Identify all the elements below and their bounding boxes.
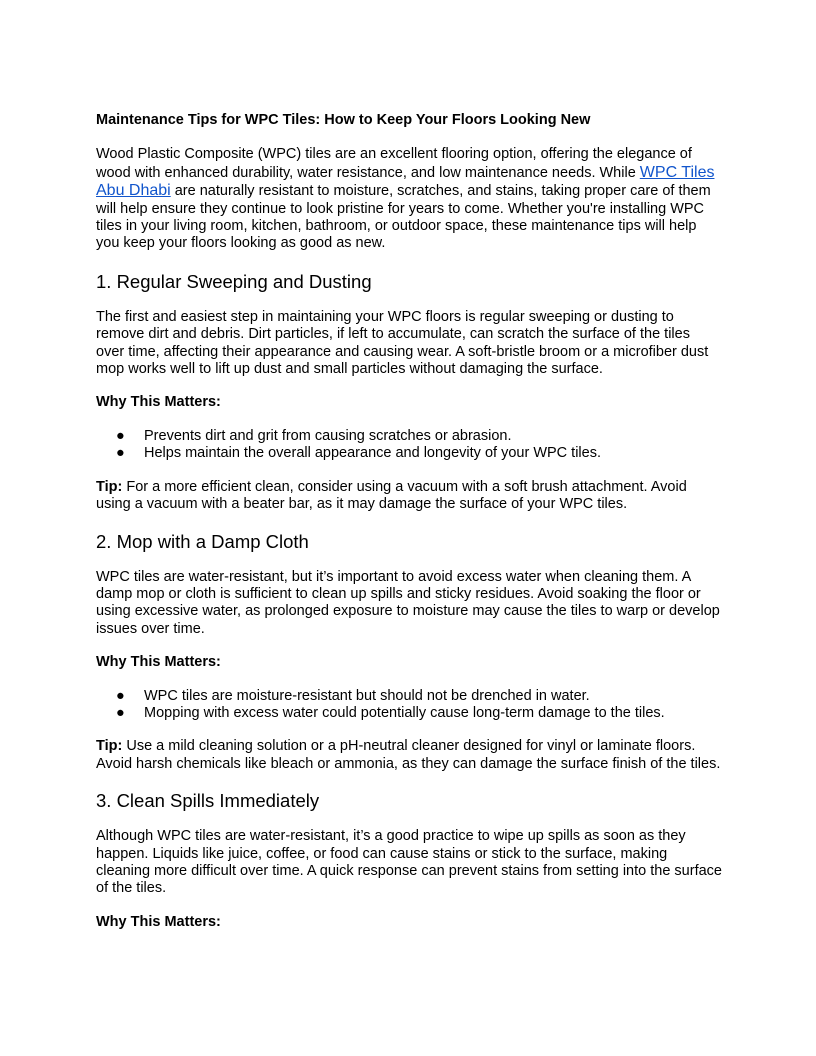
section-2-tip <box>96 738 722 773</box>
bullet-icon: ● <box>116 687 125 704</box>
section-3-body: Although WPC tiles are water-resistant, it’s a good practice to wipe up spills as soon as they happen. Liquids like juice, coffee, or food can cause stains or stick to the surface, making cleaning more difficult over time. A quick response can prevent stains from setting into the surface of the tiles. <box>96 828 722 897</box>
section-2-bullet-list <box>96 688 722 723</box>
tip-label: Tip: <box>96 478 123 495</box>
bullet-icon: ● <box>116 445 125 462</box>
section-2-why-label: Why This Matters: <box>96 654 221 671</box>
tip-text: For a more efficient clean, consider using a vacuum with a soft brush attachment. Avoid using a vacuum with a beater bar, as it may damage the surface of your WPC tiles. <box>96 478 687 513</box>
section-1-body: The first and easiest step in maintaining your WPC floors is regular sweeping or dusting to remove dirt and debris. Dirt particles, if left to accumulate, can scratch the surface of the tiles over time, affecting their appearance and causing wear. A soft-bristle broom or a microfiber dust mop works well to lift up dust and small particles without damaging the surface. <box>96 308 709 378</box>
list-item: ● Helps maintain the overall appearance and longevity of your WPC tiles. <box>116 445 601 462</box>
list-item: ● Prevents dirt and grit from causing scratches or abrasion. <box>116 427 512 444</box>
intro-text-before-link: Wood Plastic Composite (WPC) tiles are an excellent flooring option, offering the elegance of wood with enhanced durability, water resistance, and low maintenance needs. While <box>96 146 692 181</box>
document-title: Maintenance Tips for WPC Tiles: How to Keep Your Floors Looking New <box>96 112 591 128</box>
tip-text: Use a mild cleaning solution or a pH-neutral cleaner designed for vinyl or laminate floors. Avoid harsh chemicals like bleach or ammonia, as they can damage the surface finish of the tiles. <box>96 738 721 772</box>
intro-paragraph <box>96 146 722 252</box>
section-1-heading: 1. Regular Sweeping and Dusting <box>96 270 372 292</box>
tip-label: Tip: <box>96 738 123 755</box>
section-1-why-label: Why This Matters: <box>96 394 221 411</box>
list-item: ● Mopping with excess water could potentially cause long-term damage to the tiles. <box>116 704 665 721</box>
intro-text-after-link: are naturally resistant to moisture, scratches, and stains, taking proper care of them will help ensure they continue to look pristine for years to come. Whether you're installing WPC tiles in your living room, kitchen, bathroom, or outdoor space, these maintenance tips will help you keep your floors looking as good as new. <box>96 183 711 252</box>
section-3-why-label: Why This Matters: <box>96 913 221 930</box>
section-2-body: WPC tiles are water-resistant, but it’s important to avoid excess water when cleaning them. A damp mop or cloth is sufficient to clean up spills and sticky residues. Avoid soaking the floor or using excessive water, as prolonged exposure to moisture may cause the tiles to warp or develop issues over time. <box>96 568 720 637</box>
list-item: ● WPC tiles are moisture-resistant but should not be drenched in water. <box>116 687 590 704</box>
bullet-icon: ● <box>116 704 125 721</box>
wpc-tiles-abu-dhabi-link[interactable]: WPC Tiles Abu Dhabi <box>96 163 715 200</box>
section-2-heading: 2. Mop with a Damp Cloth <box>96 530 309 552</box>
section-1-bullet-list <box>96 428 722 463</box>
section-3-heading: 3. Clean Spills Immediately <box>96 790 320 812</box>
document-page <box>96 112 722 947</box>
section-1-tip <box>96 479 722 514</box>
bullet-icon: ● <box>116 427 125 444</box>
